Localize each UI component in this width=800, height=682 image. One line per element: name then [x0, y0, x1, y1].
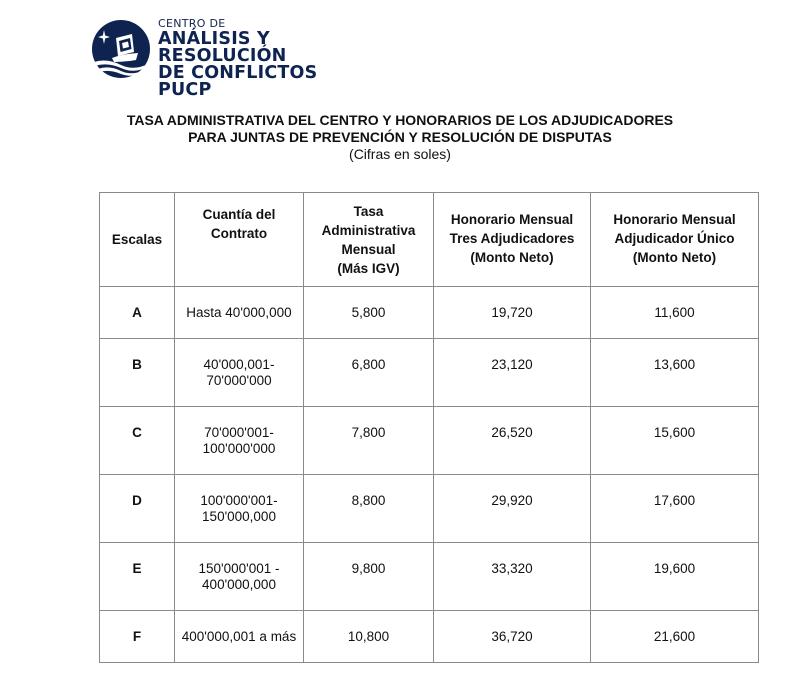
header-line: (Más IGV) [337, 260, 400, 276]
header-line: Honorario Mensual [450, 212, 574, 227]
amount-cell [175, 611, 304, 663]
table-row [100, 407, 759, 475]
header-line: Cuantía del [202, 207, 276, 222]
header-line: Mensual [341, 241, 396, 257]
title-line1: TASA ADMINISTRATIVA DEL CENTRO Y HONORARIOS DE LOS ADJUDICADORES [126, 112, 674, 128]
header-line: Administrativa [321, 222, 416, 238]
logo-line1: CENTRO DE [158, 17, 226, 30]
header-cuantia [175, 193, 304, 287]
header-line: Honorario Mensual [613, 212, 736, 227]
table-row [100, 287, 759, 339]
document-title [0, 112, 800, 146]
single-adjudicator-cell: 11,600 [591, 287, 759, 339]
header-line: Contrato [210, 226, 268, 241]
table-row [100, 611, 759, 663]
header-line: (Monto Neto) [632, 250, 717, 265]
logo-line2: ANÁLISIS Y RESOLUCIÓN [158, 29, 287, 66]
scale-cell: A [100, 287, 175, 339]
scale-cell: B [100, 339, 175, 407]
amount-line: 70'000'000 [206, 373, 272, 388]
amount-line: 400'000,000 [202, 577, 276, 592]
document-subtitle: (Cifras en soles) [349, 146, 451, 162]
scale-cell: F [100, 611, 175, 663]
table-row [100, 475, 759, 543]
three-adjudicators-cell: 23,120 [434, 339, 591, 407]
amount-line: 150'000'001 - [198, 561, 280, 576]
fee-cell: 6,800 [304, 339, 434, 407]
amount-line: 100'000'000 [202, 441, 276, 456]
three-adjudicators-cell: 19,720 [434, 287, 591, 339]
single-adjudicator-cell: 17,600 [591, 475, 759, 543]
scale-cell: C [100, 407, 175, 475]
fee-cell: 9,800 [304, 543, 434, 611]
header-tasa [304, 193, 434, 287]
single-adjudicator-cell: 15,600 [591, 407, 759, 475]
fee-cell: 5,800 [304, 287, 434, 339]
amount-line: 400'000,001 a más [181, 629, 297, 644]
amount-cell [175, 339, 304, 407]
amount-cell [175, 407, 304, 475]
fees-table [99, 192, 759, 663]
header-row [100, 193, 759, 287]
logo-line3: DE CONFLICTOS [158, 63, 318, 83]
scale-cell: E [100, 543, 175, 611]
title-line2: PARA JUNTAS DE PREVENCIÓN Y RESOLUCIÓN DE DISPUTAS [188, 129, 612, 145]
amount-line: 150'000,000 [202, 509, 276, 524]
single-adjudicator-cell: 21,600 [591, 611, 759, 663]
amount-cell [175, 287, 304, 339]
ship-star-emblem-icon [92, 20, 150, 78]
amount-cell [175, 543, 304, 611]
table-row [100, 543, 759, 611]
scale-cell: D [100, 475, 175, 543]
header-honorario-tres [434, 193, 591, 287]
logo-wordmark [158, 18, 392, 99]
header-honorario-unico [591, 193, 759, 287]
amount-line: Hasta 40'000,000 [186, 305, 292, 320]
single-adjudicator-cell: 13,600 [591, 339, 759, 407]
header-line: Tasa [353, 203, 384, 219]
three-adjudicators-cell: 36,720 [434, 611, 591, 663]
amount-line: 100'000'001- [200, 493, 278, 508]
three-adjudicators-cell: 29,920 [434, 475, 591, 543]
header-line: (Monto Neto) [470, 250, 554, 265]
fee-cell: 7,800 [304, 407, 434, 475]
header-line: Escalas [111, 232, 163, 247]
amount-line: 70'000'001- [204, 425, 274, 440]
single-adjudicator-cell: 19,600 [591, 543, 759, 611]
amount-line: 40'000,001- [203, 357, 275, 372]
logo-line4: PUCP [158, 80, 212, 100]
fee-cell: 8,800 [304, 475, 434, 543]
fee-cell: 10,800 [304, 611, 434, 663]
header-line: Tres Adjudicadores [449, 231, 575, 246]
table-row [100, 339, 759, 407]
amount-cell [175, 475, 304, 543]
three-adjudicators-cell: 33,320 [434, 543, 591, 611]
header-escalas [100, 193, 175, 287]
three-adjudicators-cell: 26,520 [434, 407, 591, 475]
header-line: Adjudicador Único [614, 231, 735, 246]
logo [92, 17, 392, 100]
